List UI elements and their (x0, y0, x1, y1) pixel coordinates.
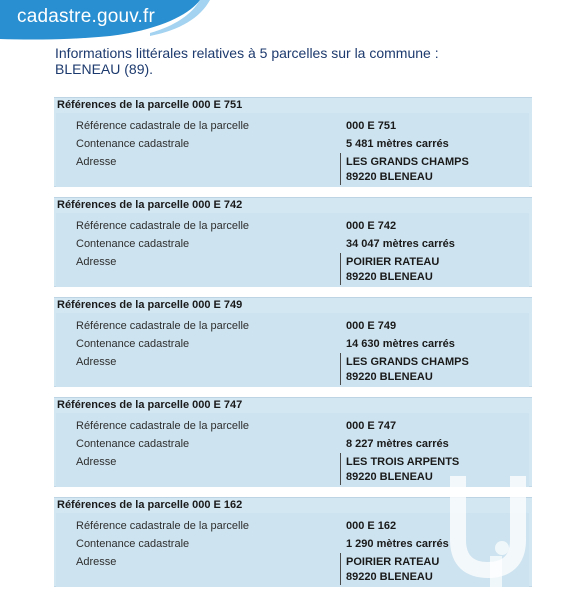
address-line-2: 89220 BLENEAU (346, 371, 433, 383)
contenance-value: 14 630 mètres carrés (346, 338, 455, 350)
reference-value: 000 E 742 (346, 220, 397, 232)
contenance-value: 34 047 mètres carrés (346, 238, 455, 250)
address-label: Adresse (76, 156, 117, 168)
site-header (0, 0, 587, 42)
address-line-2: 89220 BLENEAU (346, 171, 433, 183)
parcel-title: Références de la parcelle 000 E 162 (57, 499, 243, 511)
reference-label: Référence cadastrale de la parcelle (76, 520, 250, 532)
address-line-2: 89220 BLENEAU (346, 571, 433, 583)
address-label: Adresse (76, 356, 117, 368)
parcel-panel (54, 297, 532, 387)
parcel-details (56, 213, 529, 287)
parcel-details (56, 313, 529, 387)
intro-line-2: BLENEAU (89). (55, 61, 154, 77)
address-label: Adresse (76, 556, 117, 568)
address-line-2: 89220 BLENEAU (346, 471, 433, 483)
parcel-title: Références de la parcelle 000 E 751 (57, 99, 243, 111)
address-divider (340, 353, 341, 385)
parcel-panel (54, 497, 532, 587)
intro-line-1: Informations littérales relatives à 5 parcelles sur la commune : (55, 45, 439, 61)
reference-label: Référence cadastrale de la parcelle (76, 120, 250, 132)
contenance-label: Contenance cadastrale (76, 338, 190, 350)
reference-label: Référence cadastrale de la parcelle (76, 320, 250, 332)
contenance-label: Contenance cadastrale (76, 238, 190, 250)
parcel-title: Références de la parcelle 000 E 742 (57, 199, 243, 211)
contenance-label: Contenance cadastrale (76, 538, 190, 550)
reference-value: 000 E 749 (346, 320, 397, 332)
address-divider (340, 153, 341, 185)
contenance-label: Contenance cadastrale (76, 438, 190, 450)
address-label: Adresse (76, 456, 117, 468)
parcel-title: Références de la parcelle 000 E 747 (57, 399, 243, 411)
reference-value: 000 E 747 (346, 420, 397, 432)
contenance-value: 1 290 mètres carrés (346, 538, 449, 550)
contenance-label: Contenance cadastrale (76, 138, 190, 150)
parcel-details (56, 513, 529, 587)
contenance-value: 8 227 mètres carrés (346, 438, 449, 450)
address-divider (340, 553, 341, 585)
address-line-1: LES TROIS ARPENTS (346, 456, 460, 468)
address-line-1: POIRIER RATEAU (346, 556, 440, 568)
parcel-panel (54, 397, 532, 487)
parcel-title: Références de la parcelle 000 E 749 (57, 299, 243, 311)
address-divider (340, 253, 341, 285)
reference-value: 000 E 751 (346, 120, 397, 132)
parcel-details (56, 113, 529, 187)
parcel-details (56, 413, 529, 487)
reference-value: 000 E 162 (346, 520, 397, 532)
reference-label: Référence cadastrale de la parcelle (76, 220, 250, 232)
address-line-1: LES GRANDS CHAMPS (346, 156, 469, 168)
address-line-1: POIRIER RATEAU (346, 256, 440, 268)
contenance-value: 5 481 mètres carrés (346, 138, 449, 150)
parcel-panel (54, 197, 532, 287)
address-line-1: LES GRANDS CHAMPS (346, 356, 469, 368)
address-line-2: 89220 BLENEAU (346, 271, 433, 283)
address-label: Adresse (76, 256, 117, 268)
parcel-panel (54, 97, 532, 187)
address-divider (340, 453, 341, 485)
intro-text (55, 45, 535, 77)
brand-logo-text[interactable]: cadastre.gouv.fr (17, 6, 156, 27)
reference-label: Référence cadastrale de la parcelle (76, 420, 250, 432)
